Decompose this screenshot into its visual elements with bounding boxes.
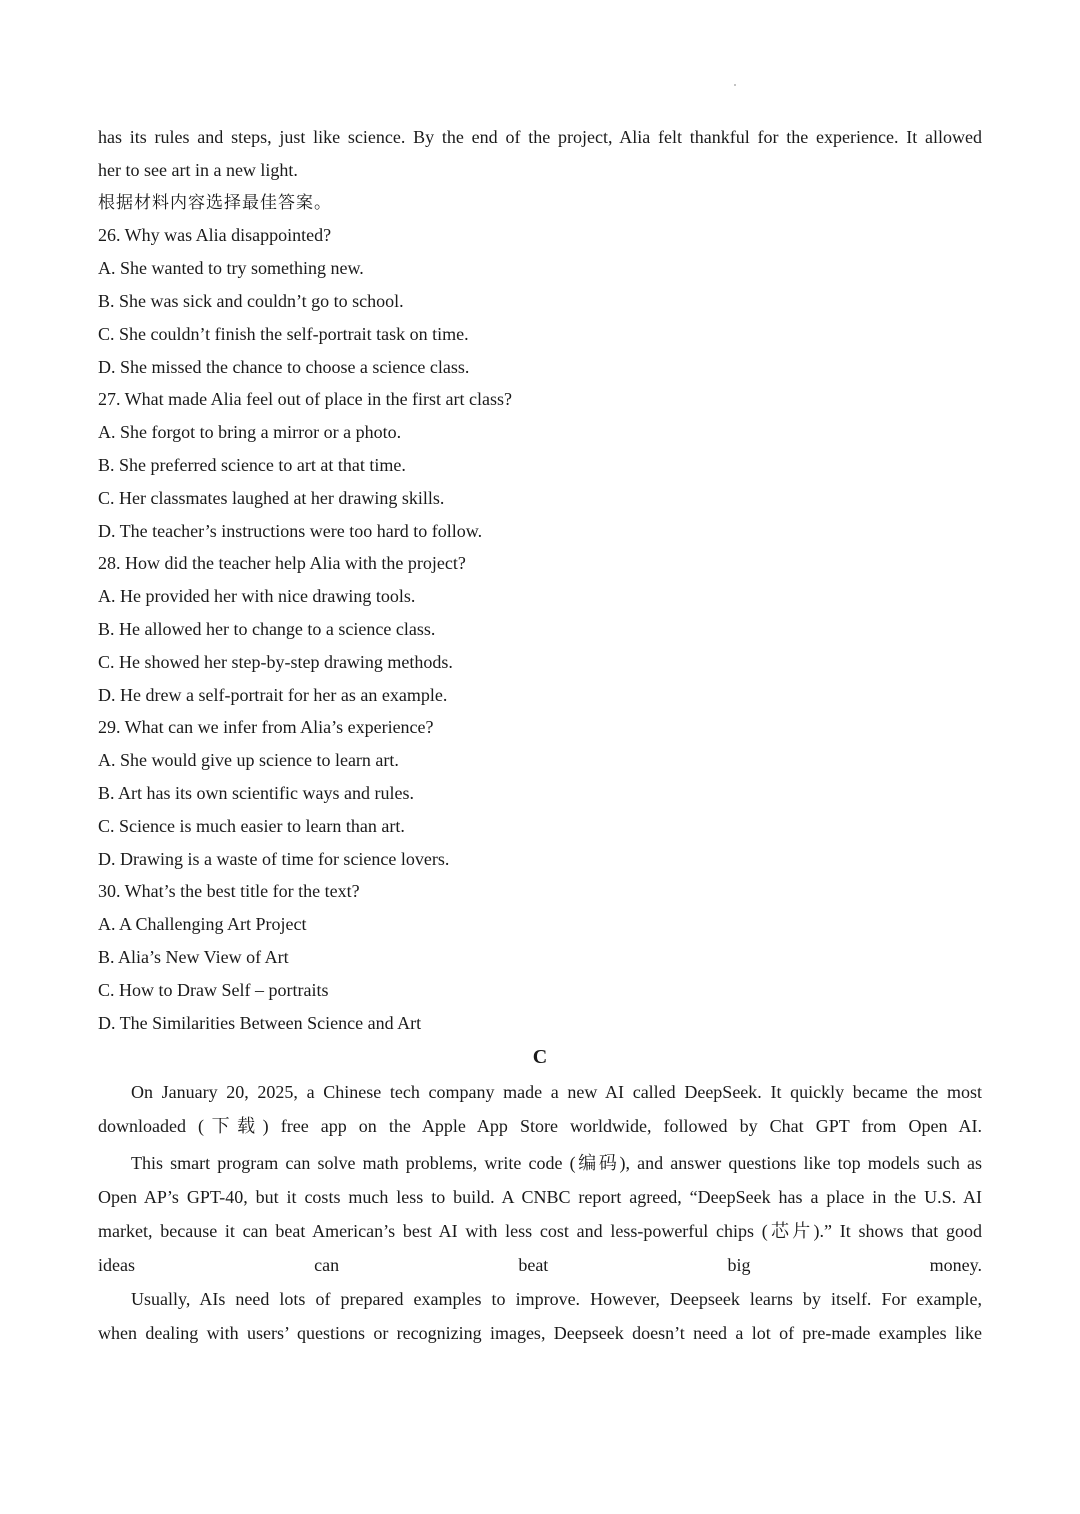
question-29-option-b: B. Art has its own scientific ways and rules.: [98, 782, 414, 803]
question-28-option-b: B. He allowed her to change to a science class.: [98, 618, 436, 639]
question-27-option-d: D. The teacher’s instructions were too hard to follow.: [98, 520, 483, 541]
question-30-option-a: A. A Challenging Art Project: [98, 914, 307, 935]
passage-b-line-1: has its rules and steps, just like science. By the end of the project, Alia felt thankful for the experience. It allowed: [98, 127, 982, 147]
question-30-stem: 30. What’s the best title for the text?: [98, 881, 360, 902]
section-c-p2-line-1: This smart program can solve math problems, write code (编码), and answer questions like top models such as: [131, 1153, 982, 1174]
section-c-p2-line-4: ideas can beat big money.: [98, 1255, 982, 1276]
section-c-p2-line-3: market, because it can beat American’s best AI with less cost and less-powerful chips (芯片).” It shows that good: [98, 1221, 982, 1242]
question-29-stem: 29. What can we infer from Alia’s experience?: [98, 717, 434, 738]
question-26-option-b: B. She was sick and couldn’t go to school.: [98, 290, 404, 311]
page-content: [98, 121, 982, 1350]
section-c-p1-line-2: downloaded (下载) free app on the Apple App Store worldwide, followed by Chat GPT from Open AI.: [98, 1116, 982, 1137]
question-27-option-a: A. She forgot to bring a mirror or a photo.: [98, 422, 402, 443]
question-28-option-a: A. He provided her with nice drawing tools.: [98, 586, 416, 607]
question-28-option-d: D. He drew a self-portrait for her as an example.: [98, 684, 448, 705]
question-28-stem: 28. How did the teacher help Alia with the project?: [98, 553, 466, 574]
question-27-option-c: C. Her classmates laughed at her drawing skills.: [98, 487, 445, 508]
question-27-stem: 27. What made Alia feel out of place in the first art class?: [98, 389, 513, 410]
question-29-option-d: D. Drawing is a waste of time for science lovers.: [98, 848, 450, 869]
question-26-option-d: D. She missed the chance to choose a science class.: [98, 356, 470, 377]
instruction: 根据材料内容选择最佳答案。: [98, 192, 332, 213]
question-27-option-b: B. She preferred science to art at that time.: [98, 454, 406, 475]
passage-b-line-2: her to see art in a new light.: [98, 159, 298, 180]
question-26-option-c: C. She couldn’t finish the self-portrait task on time.: [98, 323, 469, 344]
section-c-p2-line-2: Open AP’s GPT-40, but it costs much less to build. A CNBC report agreed, “DeepSeek has a place in the U.S. AI: [98, 1187, 982, 1208]
question-30-option-d: D. The Similarities Between Science and Art: [98, 1012, 422, 1033]
section-c-p1-line-1: On January 20, 2025, a Chinese tech company made a new AI called DeepSeek. It quickly became the most: [131, 1082, 982, 1103]
section-c-heading: C: [532, 1046, 548, 1069]
question-30-option-c: C. How to Draw Self – portraits: [98, 979, 329, 1000]
question-26-stem: 26. Why was Alia disappointed?: [98, 225, 332, 246]
question-28-option-c: C. He showed her step-by-step drawing methods.: [98, 651, 453, 672]
question-29-option-c: C. Science is much easier to learn than art.: [98, 815, 405, 836]
section-c-p3-line-1: Usually, AIs need lots of prepared examples to improve. However, Deepseek learns by itself. For example,: [131, 1289, 982, 1310]
question-30-option-b: B. Alia’s New View of Art: [98, 946, 289, 967]
question-29-option-a: A. She would give up science to learn art.: [98, 750, 399, 771]
scan-speck: [734, 84, 736, 86]
section-c-p3-line-2: when dealing with users’ questions or recognizing images, Deepseek doesn’t need a lot of pre-made examples like: [98, 1323, 982, 1344]
question-26-option-a: A. She wanted to try something new.: [98, 258, 364, 279]
